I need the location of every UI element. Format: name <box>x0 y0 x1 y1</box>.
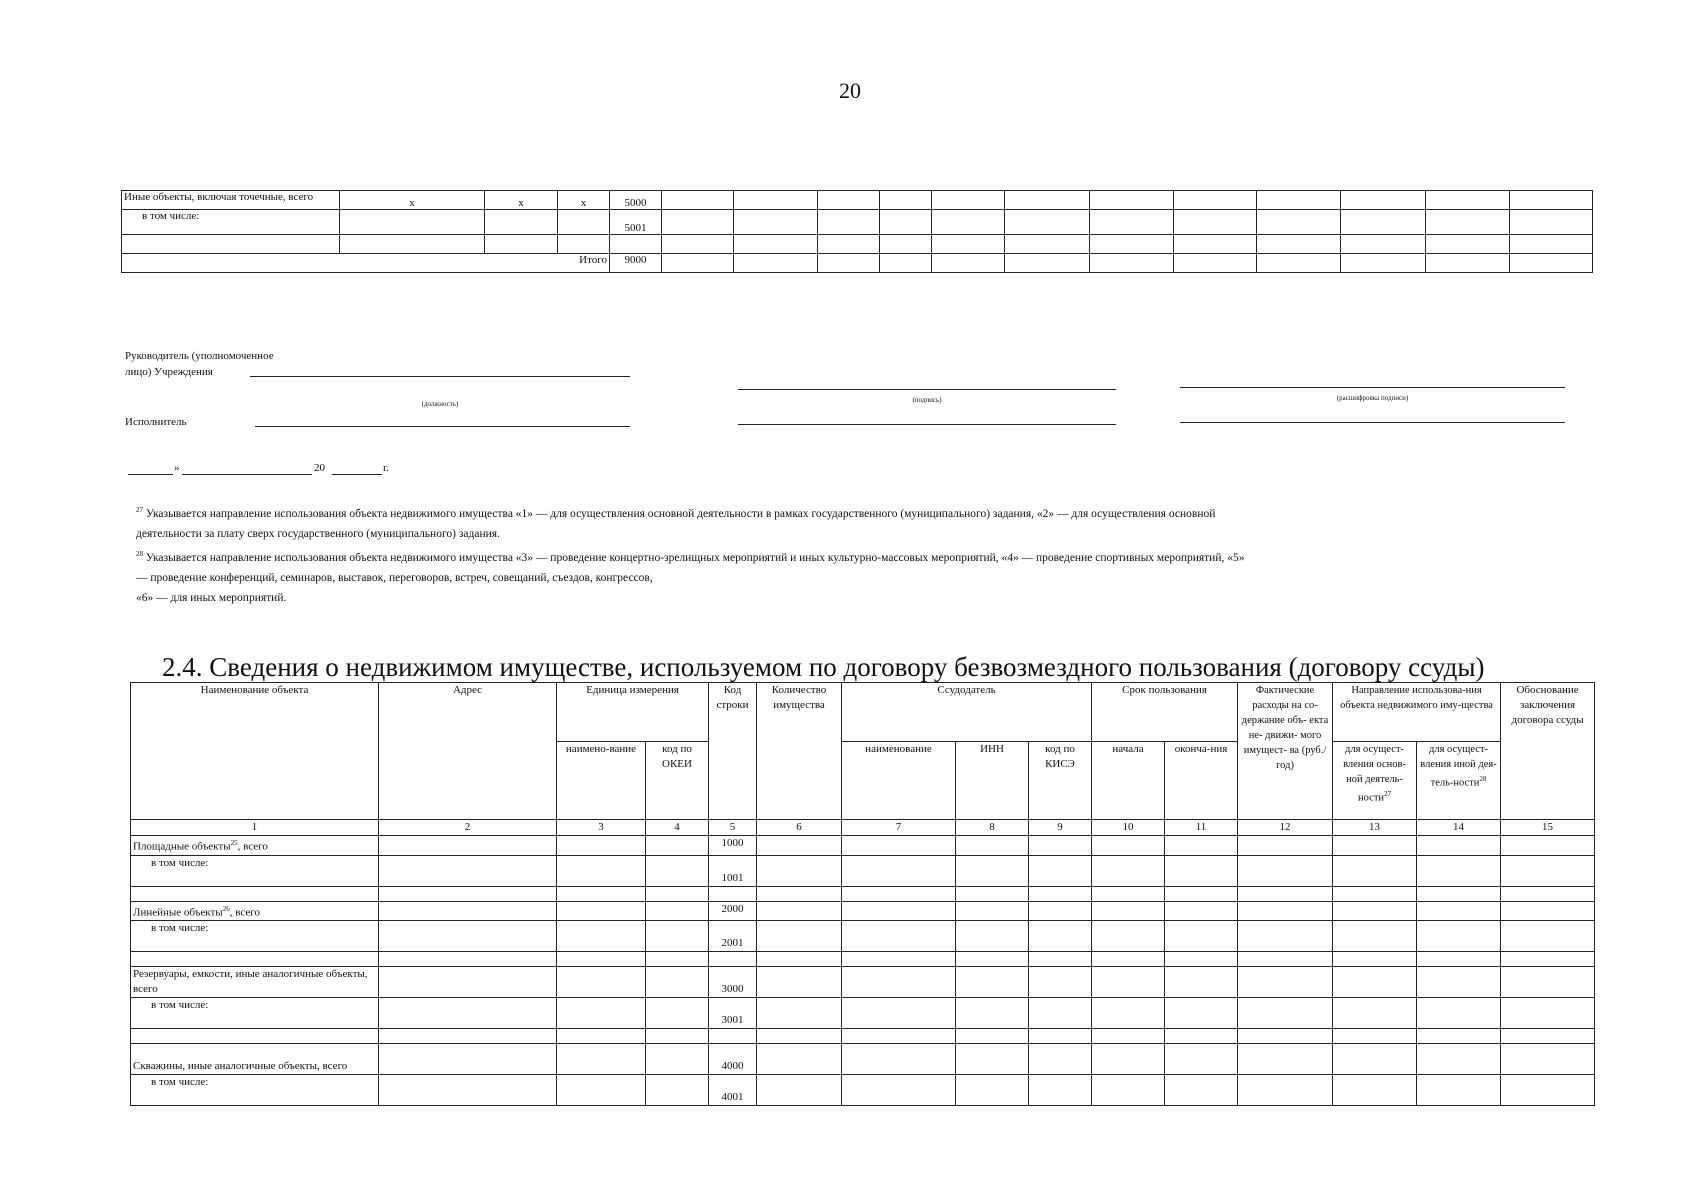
row-code: 3000 <box>709 967 757 998</box>
table-row <box>122 235 1593 254</box>
row-label-incl: в том числе: <box>131 1075 379 1106</box>
date-suffix: г. <box>383 462 390 474</box>
row-label-area: Площадные объекты$^{25}$, всего <box>131 836 379 856</box>
table-row <box>122 254 1593 273</box>
row-label-incl: в том числе: <box>131 921 379 952</box>
table-row <box>131 886 1595 901</box>
footnote-28: $^{28}$ Указывается направление использования объекта недвижимого имущества «3» — проведение концертно-зрелищных мероприятий и иных культурно-массовых мероприятий, «4» — проведение спортивных мероприятий, «5» <box>136 549 1245 564</box>
header-term: Срок пользования <box>1092 683 1238 742</box>
row-code: 2001 <box>709 921 757 952</box>
position-line <box>250 376 630 377</box>
header-address: Адрес <box>379 683 557 820</box>
row-code: 1001 <box>709 855 757 886</box>
header-lender-name: наименование <box>842 742 956 820</box>
table-row <box>131 967 1595 998</box>
decoding-caption: (расшифровка подписи) <box>1336 394 1409 402</box>
position-caption: (должность) <box>421 400 459 408</box>
executor-decoding-line <box>1180 422 1565 423</box>
row-code: 5000 <box>610 191 662 210</box>
header-direction-main: для осущест-вления основ- ной деятель-ности$^{27}$ <box>1333 742 1417 820</box>
table-row <box>131 855 1595 886</box>
header-lender: Ссудодатель <box>842 683 1092 742</box>
table-row <box>131 921 1595 952</box>
row-label-linear: Линейные объекты$^{26}$, всего <box>131 901 379 921</box>
row-code: 4001 <box>709 1075 757 1106</box>
row-code: 5001 <box>610 210 662 235</box>
header-costs: Фактические расходы на со- держание объ- екта не- движи- мого имущест- ва (руб./год) <box>1238 683 1333 820</box>
section-title: 2.4. Сведения о недвижимом имуществе, используемом по договору безвозмездного пользования (договору ссуды) <box>162 652 1485 682</box>
row-label-tanks: Резервуары, емкости, иные аналогичные объекты, всего <box>131 967 379 998</box>
date-quote: » <box>174 462 180 474</box>
row-code: 3001 <box>709 998 757 1029</box>
table-row <box>131 901 1595 921</box>
header-direction: Направление использова-ния объекта недвижимого иму-щества <box>1333 683 1501 742</box>
header-row-code: Код строки <box>709 683 757 820</box>
table-row <box>131 1029 1595 1044</box>
table-row <box>131 998 1595 1029</box>
cell-x: x <box>340 191 485 210</box>
table-row <box>131 952 1595 967</box>
footnotes: $^{27}$ Указывается направление использования объекта недвижимого имущества «1» — для осуществления основной деятельности в рамках государственного (муниципального) задания, «2» — для осуществления основной деятельности за плату сверх государственного (муниципального) задания. $^{28}$ Указывается направление использования объекта недвижимого имущества «3» — проведение концертно-зрелищных мероприятий и иных культурно-массовых мероприятий, «4» — проведение спортивных мероприятий, «5» — проведение конференций, семинаров, выставок, переговоров, встреч, совещаний, съездов, конгрессов, «6» — для иных мероприятий. <box>136 500 1576 608</box>
table-row <box>122 191 1593 210</box>
header-quantity: Количество имущества <box>757 683 842 820</box>
row-code: 9000 <box>610 254 662 273</box>
head-label: Руководитель (уполномоченное лицо) Учреждения <box>125 350 274 378</box>
executor-position-line <box>255 426 630 427</box>
header-unit-name: наимено-вание <box>557 742 646 820</box>
executor-signature-line <box>738 424 1116 425</box>
header-term-start: начала <box>1092 742 1165 820</box>
table-row <box>131 1044 1595 1075</box>
cell-x: x <box>485 191 558 210</box>
date-year: 20 <box>314 462 325 474</box>
column-numbers-row: 1 2 3 4 5 6 7 8 9 10 11 12 13 14 15 <box>131 820 1595 836</box>
header-lender-inn: ИНН <box>956 742 1029 820</box>
table-row <box>122 210 1593 235</box>
header-unit-code: код по ОКЕИ <box>646 742 709 820</box>
row-code: 1000 <box>709 836 757 856</box>
signature-line <box>738 389 1116 390</box>
table-row <box>131 836 1595 856</box>
row-label-incl: в том числе: <box>131 855 379 886</box>
header-term-end: оконча-ния <box>1165 742 1238 820</box>
row-label-incl: в том числе: <box>122 210 340 235</box>
row-label-incl: в том числе: <box>131 998 379 1029</box>
header-name: Наименование объекта <box>131 683 379 820</box>
row-label-wells: Скважины, иные аналогичные объекты, всего <box>131 1044 379 1075</box>
continuation-table <box>121 190 1593 273</box>
table-row <box>131 1075 1595 1106</box>
header-row <box>131 683 1595 742</box>
total-label: Итого <box>122 254 610 273</box>
decoding-line <box>1180 387 1565 388</box>
footnote-27: $^{27}$ Указывается направление использования объекта недвижимого имущества «1» — для осуществления основной деятельности в рамках государственного (муниципального) задания, «2» — для осуществления основной <box>136 506 1216 520</box>
header-basis: Обоснование заключения договора ссуды <box>1501 683 1595 820</box>
header-unit: Единица измерения <box>557 683 709 742</box>
row-label-other-objects: Иные объекты, включая точечные, всего <box>122 191 340 210</box>
row-code: 4000 <box>709 1044 757 1075</box>
header-lender-kise: код по КИСЭ <box>1029 742 1092 820</box>
row-code: 2000 <box>709 901 757 921</box>
header-direction-other: для осущест-вления иной дея-тель-ности$^{28}$ <box>1417 742 1501 820</box>
executor-label: Исполнитель <box>125 416 187 428</box>
free-use-property-table <box>130 682 1595 1106</box>
signature-caption: (подпись) <box>912 396 942 404</box>
page-number: 20 <box>839 78 861 103</box>
cell-x: x <box>558 191 610 210</box>
